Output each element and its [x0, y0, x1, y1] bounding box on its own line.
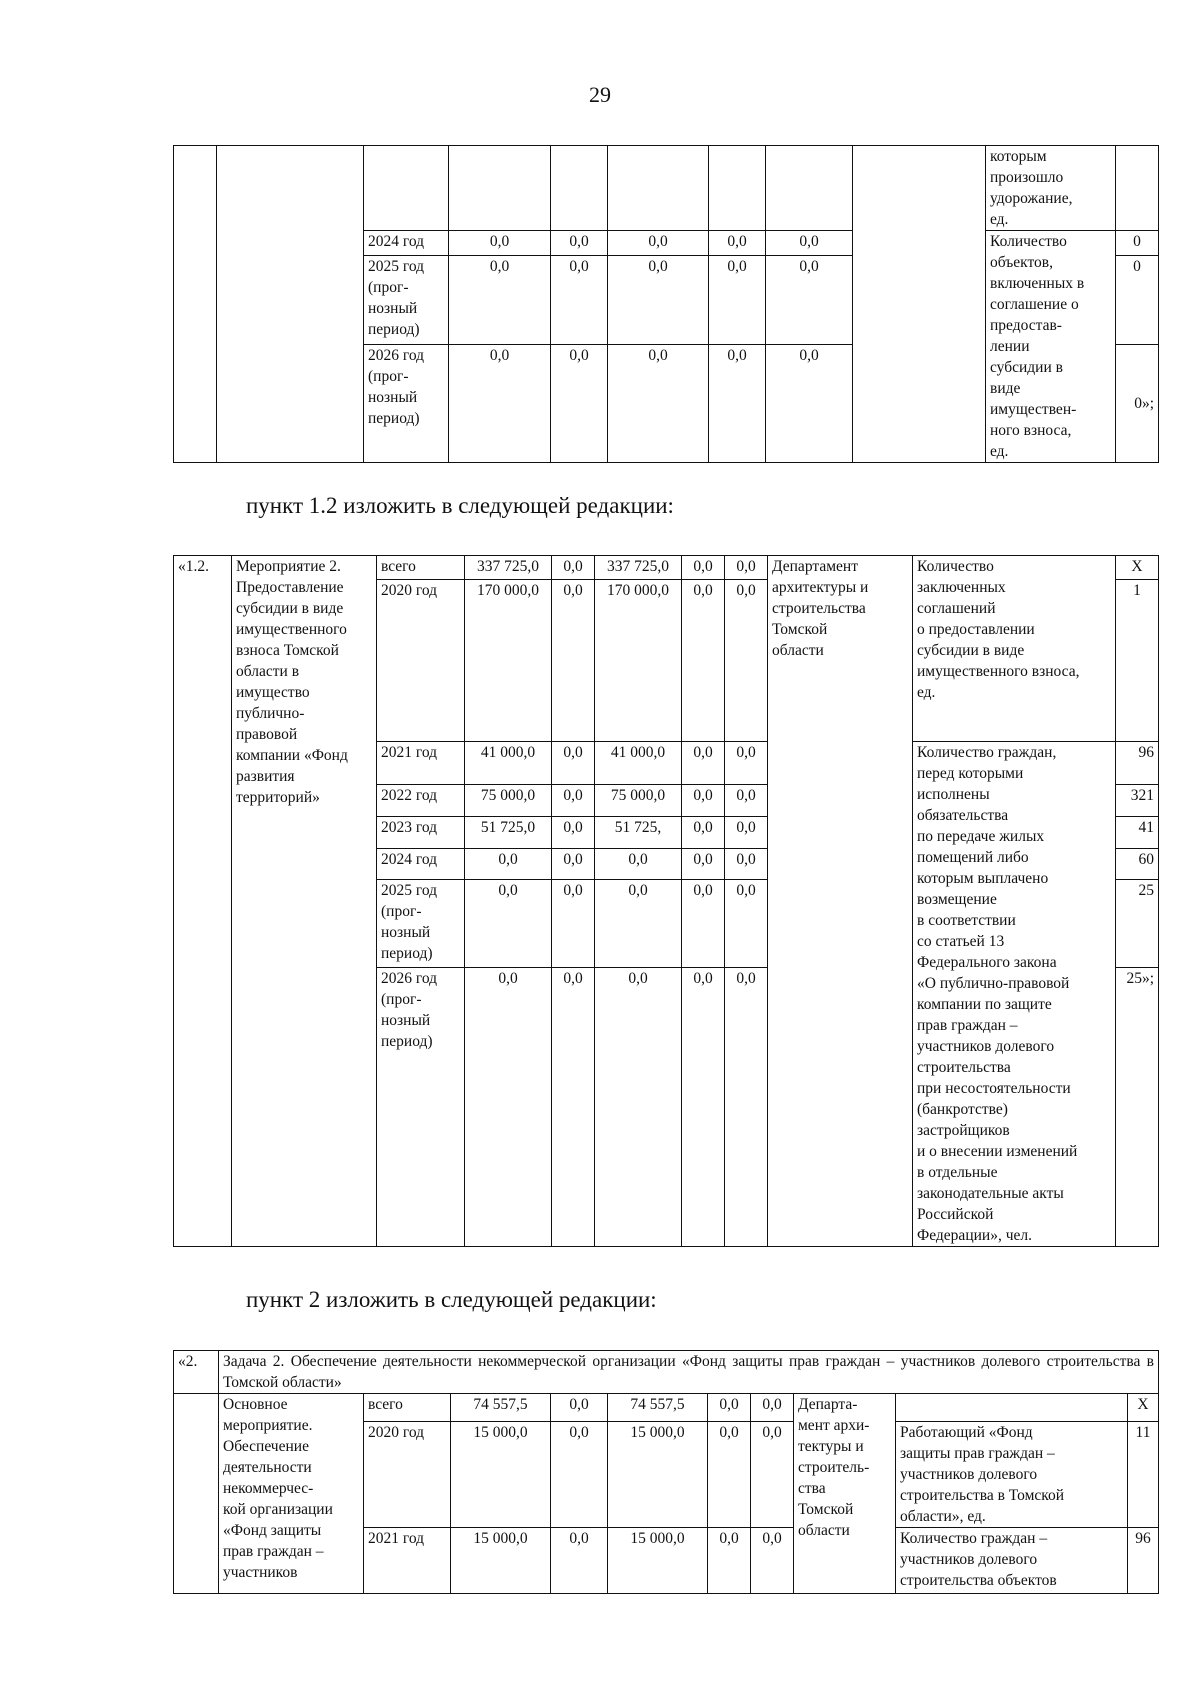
value-cell: 0,0 [682, 742, 725, 785]
value-cell: 51 725, [595, 816, 682, 848]
value-cell: 0,0 [725, 880, 768, 968]
task-cell: Задача 2. Обеспечение деятельности некоммерческой организации «Фонд защиты прав граждан – участников долевого строительства в Томской области» [219, 1351, 1159, 1394]
value-cell: 0,0 [708, 1422, 751, 1528]
target-cell: 25»; [1116, 968, 1159, 1247]
value-cell: 0,0 [682, 580, 725, 742]
name-cell [217, 146, 364, 463]
value-cell: 15 000,0 [608, 1528, 708, 1594]
value-cell: 0,0 [552, 785, 595, 817]
name-cell: Основное мероприятие. Обеспечение деятельности некоммерчес- кой организации «Фонд защиты прав граждан – участников [219, 1394, 364, 1594]
target-cell: 1 [1116, 580, 1159, 742]
value-cell: 0,0 [709, 344, 766, 462]
value-cell: 0,0 [595, 968, 682, 1247]
period-cell: 2022 год [377, 785, 465, 817]
target-cell: 96 [1116, 742, 1159, 785]
indicator-cell: Количество граждан, перед которыми исполнены обязательства по передаче жилых помещений либо которым выплачено возмещение в соответствии со статьей 13 Федерального закона «О публично-правовой компании по защите прав граждан – участников долевого строительства при несостоятельности (банкротстве) застройщиков и о внесении изменений в отдельные законодательные акты Российской Федерации», чел. [913, 742, 1116, 1247]
target-cell: X [1128, 1394, 1159, 1422]
period-cell: 2023 год [377, 816, 465, 848]
value-cell: 170 000,0 [465, 580, 552, 742]
table-punkt-1-2 [173, 555, 1159, 1247]
executor-cell: Департамент архитектуры и строительства Томской области [768, 556, 913, 1247]
table-row [174, 1394, 1159, 1422]
target-cell: 0 [1116, 255, 1159, 344]
period-cell: всего [377, 556, 465, 580]
target-cell: 41 [1116, 816, 1159, 848]
num-cell [174, 1394, 219, 1594]
value-cell: 0,0 [682, 968, 725, 1247]
value-cell: 0,0 [552, 968, 595, 1247]
indicator-cell: Количество заключенных соглашений о предоставлении субсидии в виде имущественного взноса, ед. [913, 556, 1116, 742]
period-cell: 2026 год (прог- нозный период) [364, 344, 449, 462]
target-cell: 321 [1116, 785, 1159, 817]
value-cell: 0,0 [725, 785, 768, 817]
value-cell: 0,0 [449, 255, 551, 344]
value-cell: 0,0 [751, 1528, 794, 1594]
value-cell: 0,0 [709, 255, 766, 344]
target-cell: 25 [1116, 880, 1159, 968]
target-cell: 0»; [1116, 344, 1159, 462]
executor-cell [853, 146, 986, 463]
value-cell: 0,0 [682, 556, 725, 580]
target-cell: X [1116, 556, 1159, 580]
period-cell: 2020 год [364, 1422, 451, 1528]
indicator-cell: Работающий «Фонд защиты прав граждан – участников долевого строительства в Томской области», ед. [896, 1422, 1128, 1528]
value-cell: 15 000,0 [451, 1422, 551, 1528]
value-cell: 0,0 [552, 580, 595, 742]
value-cell: 0,0 [708, 1394, 751, 1422]
value-cell: 0,0 [708, 1528, 751, 1594]
heading-punkt-1-2: пункт 1.2 изложить в следующей редакции: [246, 493, 674, 518]
target-cell: 0 [1116, 231, 1159, 256]
indicator-cell [986, 146, 1116, 231]
value-cell: 0,0 [725, 742, 768, 785]
indicator-cell: Количество объектов, включенных в соглашение о предостав- лении субсидии в виде имуществен- ного взноса, ед. [986, 231, 1116, 463]
period-cell: 2024 год [364, 231, 449, 256]
value-cell: 0,0 [552, 742, 595, 785]
indicator-line: удорожание, [990, 190, 1073, 207]
target-cell: 60 [1116, 848, 1159, 880]
value-cell: 0,0 [551, 231, 608, 256]
value-cell: 0,0 [595, 848, 682, 880]
value-cell: 0,0 [465, 968, 552, 1247]
period-cell: 2020 год [377, 580, 465, 742]
value-cell: 0,0 [725, 580, 768, 742]
value-cell: 0,0 [465, 880, 552, 968]
indicator-cell: Количество граждан – участников долевого строительства объектов [896, 1528, 1128, 1594]
value-cell: 51 725,0 [465, 816, 552, 848]
value-cell: 0,0 [725, 848, 768, 880]
value-cell: 0,0 [725, 556, 768, 580]
value-cell: 0,0 [682, 848, 725, 880]
period-cell: 2025 год (прог- нозный период) [377, 880, 465, 968]
value-cell: 337 725,0 [595, 556, 682, 580]
value-cell: 0,0 [682, 816, 725, 848]
value-cell: 0,0 [725, 968, 768, 1247]
num-cell: «2. [174, 1351, 219, 1394]
executor-cell: Департа- мент архи- тектуры и строитель- ства Томской области [794, 1394, 896, 1594]
value-cell: 0,0 [552, 880, 595, 968]
period-cell: 2025 год (прог- нозный период) [364, 255, 449, 344]
value-cell: 0,0 [595, 880, 682, 968]
value-cell: 0,0 [766, 255, 853, 344]
indicator-line: произошло [990, 169, 1064, 186]
indicator-cell [896, 1394, 1128, 1422]
indicator-line: ед. [990, 211, 1009, 228]
page-number: 29 [589, 82, 611, 107]
target-cell: 11 [1128, 1422, 1159, 1528]
value-cell: 0,0 [449, 231, 551, 256]
value-cell: 0,0 [449, 344, 551, 462]
num-cell [174, 146, 217, 463]
value-cell: 0,0 [751, 1394, 794, 1422]
period-cell: 2021 год [377, 742, 465, 785]
value-cell: 15 000,0 [451, 1528, 551, 1594]
value-cell: 0,0 [552, 816, 595, 848]
value-cell: 337 725,0 [465, 556, 552, 580]
value-cell: 0,0 [682, 785, 725, 817]
value-cell: 0,0 [608, 255, 709, 344]
value-cell: 0,0 [725, 816, 768, 848]
value-cell: 0,0 [465, 848, 552, 880]
name-cell: Мероприятие 2. Предоставление субсидии в виде имущественного взноса Томской области в имущество публично- правовой компании «Фонд развития территорий» [232, 556, 377, 1247]
heading-punkt-2: пункт 2 изложить в следующей редакции: [246, 1287, 657, 1312]
value-cell: 0,0 [551, 1394, 608, 1422]
value-cell: 0,0 [766, 344, 853, 462]
value-cell: 170 000,0 [595, 580, 682, 742]
target-cell: 96 [1128, 1528, 1159, 1594]
indicator-line: которым [990, 148, 1047, 165]
period-cell [364, 146, 449, 231]
value-cell: 15 000,0 [608, 1422, 708, 1528]
value-cell: 0,0 [551, 255, 608, 344]
target-cell [1116, 146, 1159, 231]
num-cell: «1.2. [174, 556, 232, 1247]
value-cell: 75 000,0 [465, 785, 552, 817]
period-cell: 2026 год (прог- нозный период) [377, 968, 465, 1247]
period-cell: всего [364, 1394, 451, 1422]
value-cell: 74 557,5 [451, 1394, 551, 1422]
value-cell: 0,0 [608, 231, 709, 256]
value-cell: 0,0 [608, 344, 709, 462]
value-cell: 0,0 [751, 1422, 794, 1528]
value-cell: 0,0 [709, 231, 766, 256]
table-punkt-2 [173, 1350, 1159, 1594]
value-cell: 0,0 [682, 880, 725, 968]
period-cell: 2024 год [377, 848, 465, 880]
period-cell: 2021 год [364, 1528, 451, 1594]
value-cell: 0,0 [552, 848, 595, 880]
value-cell: 0,0 [551, 1528, 608, 1594]
value-cell: 0,0 [551, 1422, 608, 1528]
value-cell: 41 000,0 [595, 742, 682, 785]
table-continuation [173, 145, 1159, 463]
value-cell: 41 000,0 [465, 742, 552, 785]
value-cell: 0,0 [551, 344, 608, 462]
value-cell: 0,0 [552, 556, 595, 580]
value-cell: 74 557,5 [608, 1394, 708, 1422]
value-cell: 0,0 [766, 231, 853, 256]
value-cell: 75 000,0 [595, 785, 682, 817]
table-row [174, 556, 1159, 580]
